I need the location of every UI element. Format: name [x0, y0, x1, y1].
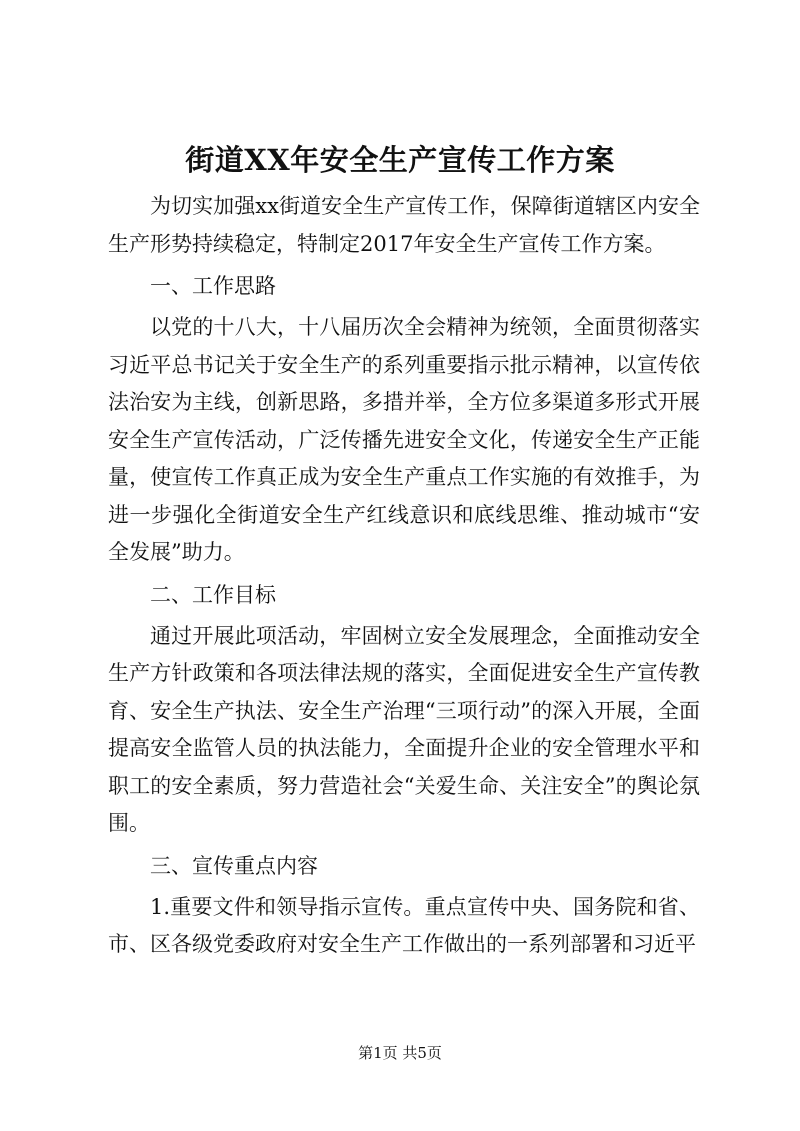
page-number-footer: 第1页 共5页 [358, 1044, 442, 1062]
document-title: 街道XX年安全生产宣传工作方案 [185, 143, 615, 177]
section-heading-work-goals: 二、工作目标 [150, 582, 276, 607]
work-goals-paragraph: 通过开展此项活动，牢固树立安全发展理念，全面推动安全生产方针政策和各项法律法规的落实，全面促进安全生产宣传教育、安全生产执法、安全生产治理“三项行动”的深入开展，全面提高安全监管人员的执法能力，全面提升企业的安全管理水平和职工的安全素质，努力营造社会“关爱生命、关注安全”的舆论氛围。 [108, 623, 700, 835]
work-approach-paragraph: 以党的十八大，十八届历次全会精神为统领，全面贯彻落实习近平总书记关于安全生产的系列重要指示批示精神，以宣传依法治安为主线，创新思路，多措并举，全方位多渠道多形式开展安全生产宣传活动，广泛传播先进安全文化，传递安全生产正能量，使宣传工作真正成为安全生产重点工作实施的有效推手，为进一步强化全街道安全生产红线意识和底线思维、推动城市“安全发展”助力。 [108, 315, 700, 564]
document-body [108, 188, 700, 964]
section-heading-key-content: 三、宣传重点内容 [150, 853, 318, 878]
section-heading-work-approach: 一、工作思路 [150, 274, 276, 298]
key-content-paragraph: 1.重要文件和领导指示宣传。重点宣传中央、国务院和省、市、区各级党委政府对安全生产工作做出的一系列部署和习近平 [108, 894, 700, 956]
intro-paragraph: 为切实加强xx街道安全生产宣传工作，保障街道辖区内安全生产形势持续稳定，特制定2017年安全生产宣传工作方案。 [108, 194, 700, 256]
